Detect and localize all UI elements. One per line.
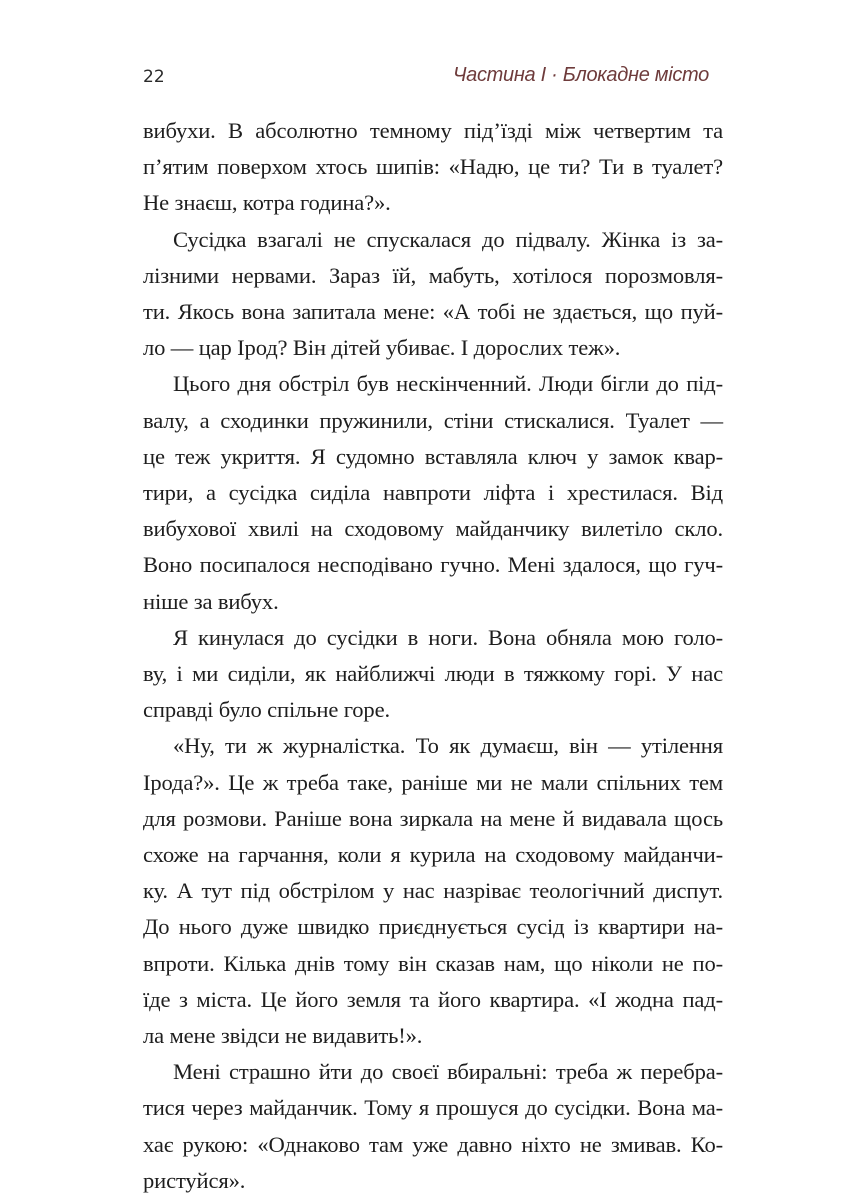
text-line: тися через майданчик. Тому я прошуся до сусідки. Вона ма- (143, 1095, 723, 1121)
text-line: впроти. Кілька днів тому він сказав нам, що ніколи не по- (143, 950, 723, 976)
body-text (143, 113, 723, 1199)
text-line: Ірода?». Це ж треба таке, раніше ми не мали спільних тем (143, 769, 723, 795)
running-head: Частина I · Блокадне місто (452, 64, 709, 86)
text-line: ло — цар Ірод? Він дітей убиває. І дорослих теж». (143, 335, 621, 361)
text-line: ристуйся». (143, 1167, 246, 1193)
text-line: ти. Якось вона запитала мене: «А тобі не здається, що пуй- (143, 299, 723, 325)
text-line: «Ну, ти ж журналістка. То як думаєш, він — утілення (173, 733, 723, 759)
paragraph (143, 620, 723, 729)
text-line: для розмови. Раніше вона зиркала на мене й видавала щось (143, 805, 723, 831)
text-line: це теж укриття. Я судомно вставляла ключ у замок квар- (143, 443, 723, 469)
text-line: Цього дня обстріл був нескінченний. Люди бігли до під- (173, 371, 723, 397)
text-line: Я кинулася до сусідки в ноги. Вона обняла мою голо- (173, 624, 723, 650)
text-line: тири, а сусідка сиділа навпроти ліфта і хрестилася. Від (143, 480, 723, 506)
text-line: вибухи. В абсолютно темному під’їзді між четвертим та (143, 118, 723, 143)
text-line: схоже на гарчання, коли я курила на сходовому майданчи- (143, 842, 723, 868)
text-line: вибухової хвилі на сходовому майданчику вилетіло скло. (143, 516, 723, 542)
text-line: До нього дуже швидко приєднується сусід із квартири на- (143, 914, 723, 940)
text-line: ку. А тут під обстрілом у нас назріває теологічний диспут. (143, 878, 723, 904)
paragraph (143, 113, 723, 222)
text-line: хає рукою: «Однаково там уже давно ніхто не змивав. Ко- (143, 1131, 723, 1157)
text-line: Мені страшно йти до своєї вбиральні: треба ж перебра- (173, 1059, 723, 1085)
text-line: Не знаєш, котра година?». (143, 190, 391, 216)
text-line: Сусідка взагалі не спускалася до підвалу. Жінка із за- (173, 226, 723, 252)
page-header (143, 64, 709, 92)
paragraph (143, 366, 723, 619)
text-line: валу, а сходинки пружинили, стіни стискалися. Туалет — (143, 407, 723, 433)
text-line: Воно посипалося несподівано гучно. Мені здалося, що гуч- (143, 552, 723, 578)
paragraph (143, 222, 723, 367)
text-line: ніше за вибух. (143, 588, 279, 614)
text-line: ву, і ми сиділи, як найближчі люди в тяжкому горі. У нас (143, 661, 723, 687)
text-line: справді було спільне горе. (143, 697, 390, 723)
text-line: лізними нервами. Зараз їй, мабуть, хотілося порозмовля- (143, 262, 723, 288)
paragraph (143, 1054, 723, 1199)
text-line: їде з міста. Це його земля та його квартира. «І жодна пад- (143, 986, 723, 1012)
paragraph (143, 728, 723, 1054)
text-line: ла мене звідси не видавить!». (143, 1023, 423, 1049)
page-number: 22 (143, 67, 165, 87)
text-line: п’ятим поверхом хтось шипів: «Надю, це ти? Ти в туалет? (143, 154, 723, 180)
